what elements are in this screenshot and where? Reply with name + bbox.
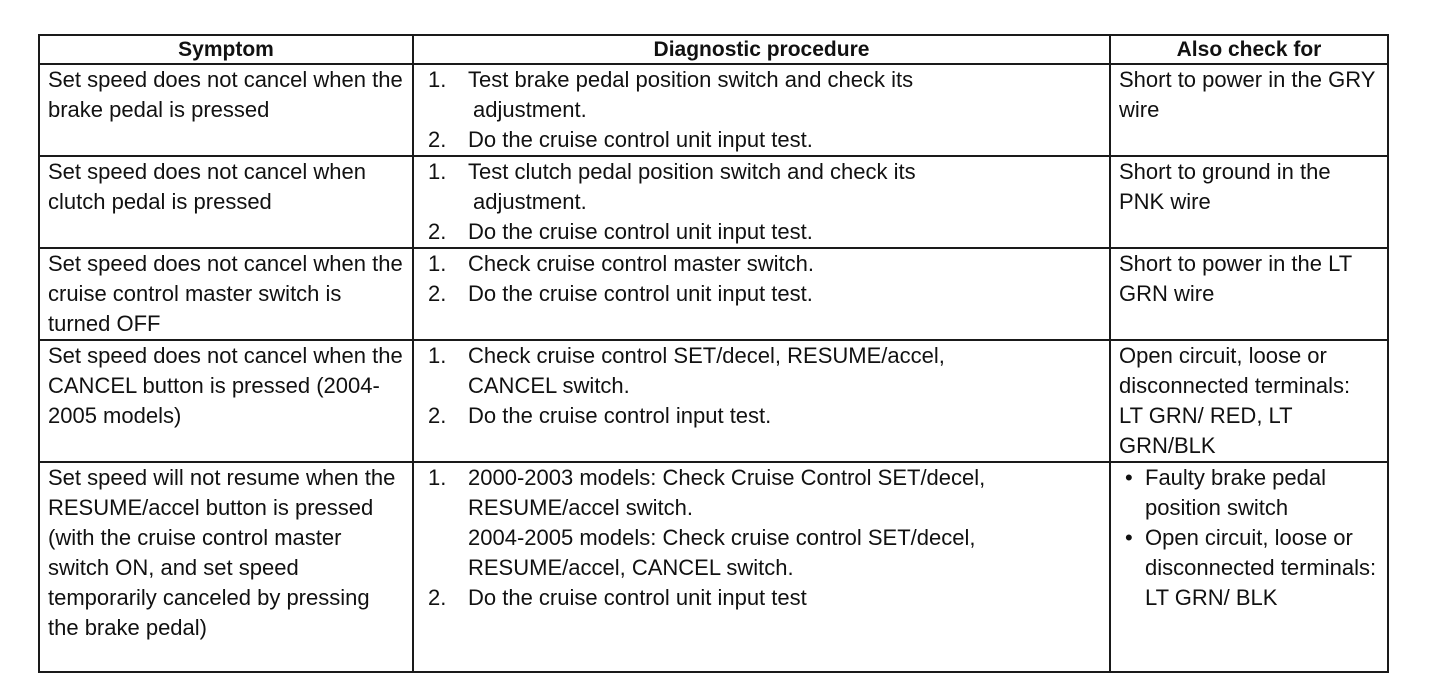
step-line: adjustment.: [473, 97, 587, 122]
symptom-text: Set speed does not cancel when the cruise control master switch is turned OFF: [48, 251, 403, 336]
bullet-icon: •: [1125, 465, 1133, 490]
also-check-text: Short to ground in the PNK wire: [1119, 159, 1331, 214]
table-row: [39, 462, 1388, 672]
also-check-cell: [1110, 156, 1388, 248]
procedure-cell: [413, 340, 1110, 462]
procedure-step: [422, 279, 1101, 309]
step-number: 1.: [428, 465, 447, 490]
list-item: [1119, 463, 1379, 523]
symptom-cell: [39, 340, 413, 462]
step-number: 2.: [428, 127, 447, 152]
table-row: [39, 64, 1388, 156]
step-line: Test brake pedal position switch and check its: [468, 67, 914, 92]
step-number: 2.: [428, 281, 447, 306]
step-line: RESUME/accel switch.: [468, 495, 693, 520]
list-item: [1119, 523, 1379, 613]
step-line: adjustment.: [473, 189, 587, 214]
step-line: Check cruise control SET/decel, RESUME/accel,: [468, 343, 945, 368]
procedure-step: [422, 463, 1101, 583]
procedure-step: [422, 157, 1101, 217]
procedure-step: [422, 65, 1101, 125]
procedure-steps: [422, 157, 1101, 247]
procedure-steps: [422, 249, 1101, 309]
step-line: Do the cruise control input test.: [468, 403, 772, 428]
symptom-text: Set speed does not cancel when the CANCEL button is pressed (2004-2005 models): [48, 343, 403, 428]
procedure-step: [422, 401, 1101, 431]
also-check-cell: [1110, 462, 1388, 672]
also-check-text: Short to power in the LT GRN wire: [1119, 251, 1352, 306]
procedure-steps: [422, 463, 1101, 613]
step-number: 1.: [428, 67, 447, 92]
symptom-text: Set speed does not cancel when the brake pedal is pressed: [48, 67, 403, 122]
procedure-cell: [413, 64, 1110, 156]
also-check-text: Short to power in the GRY wire: [1119, 67, 1375, 122]
table-row: [39, 156, 1388, 248]
procedure-cell: [413, 248, 1110, 340]
also-check-text: Open circuit, loose or disconnected terminals: LT GRN/ RED, LT GRN/BLK: [1119, 343, 1351, 458]
procedure-cell: [413, 156, 1110, 248]
table-row: [39, 340, 1388, 462]
header-row: [39, 35, 1388, 64]
procedure-steps: [422, 65, 1101, 155]
procedure-cell: [413, 462, 1110, 672]
step-number: 2.: [428, 219, 447, 244]
list-item-text: Open circuit, loose or disconnected terminals: LT GRN/ BLK: [1145, 525, 1377, 610]
step-line: Do the cruise control unit input test.: [468, 281, 813, 306]
procedure-step: [422, 249, 1101, 279]
header-also-check-for: Also check for: [1110, 35, 1388, 64]
step-line: 2004-2005 models: Check cruise control SET/decel,: [468, 525, 976, 550]
diagnostic-table: [38, 34, 1389, 673]
symptom-cell: [39, 156, 413, 248]
step-line: Do the cruise control unit input test.: [468, 219, 813, 244]
header-diagnostic-procedure: Diagnostic procedure: [413, 35, 1110, 64]
also-check-list: [1119, 463, 1379, 613]
procedure-step: [422, 341, 1101, 401]
list-item-text: Faulty brake pedal position switch: [1145, 465, 1326, 520]
step-line: Check cruise control master switch.: [468, 251, 814, 276]
procedure-step: [422, 217, 1101, 247]
also-check-cell: [1110, 248, 1388, 340]
step-number: 2.: [428, 585, 447, 610]
step-line: CANCEL switch.: [468, 373, 630, 398]
table-row: [39, 248, 1388, 340]
symptom-cell: [39, 248, 413, 340]
step-number: 1.: [428, 159, 447, 184]
step-number: 1.: [428, 251, 447, 276]
symptom-cell: [39, 64, 413, 156]
step-line: 2000-2003 models: Check Cruise Control SET/decel,: [468, 465, 986, 490]
step-line: RESUME/accel, CANCEL switch.: [468, 555, 794, 580]
step-line: Test clutch pedal position switch and check its: [468, 159, 916, 184]
also-check-cell: [1110, 64, 1388, 156]
symptom-text: Set speed will not resume when the RESUME/accel button is pressed (with the cruise control master switch ON, and set speed temporarily canceled by pressing the brake pedal): [48, 465, 396, 640]
procedure-step: [422, 583, 1101, 613]
procedure-step: [422, 125, 1101, 155]
step-number: 2.: [428, 403, 447, 428]
step-line: Do the cruise control unit input test: [468, 585, 807, 610]
symptom-text: Set speed does not cancel when clutch pedal is pressed: [48, 159, 367, 214]
also-check-cell: [1110, 340, 1388, 462]
bullet-icon: •: [1125, 525, 1133, 550]
symptom-cell: [39, 462, 413, 672]
step-number: 1.: [428, 343, 447, 368]
step-line: Do the cruise control unit input test.: [468, 127, 813, 152]
procedure-steps: [422, 341, 1101, 431]
header-symptom: Symptom: [39, 35, 413, 64]
